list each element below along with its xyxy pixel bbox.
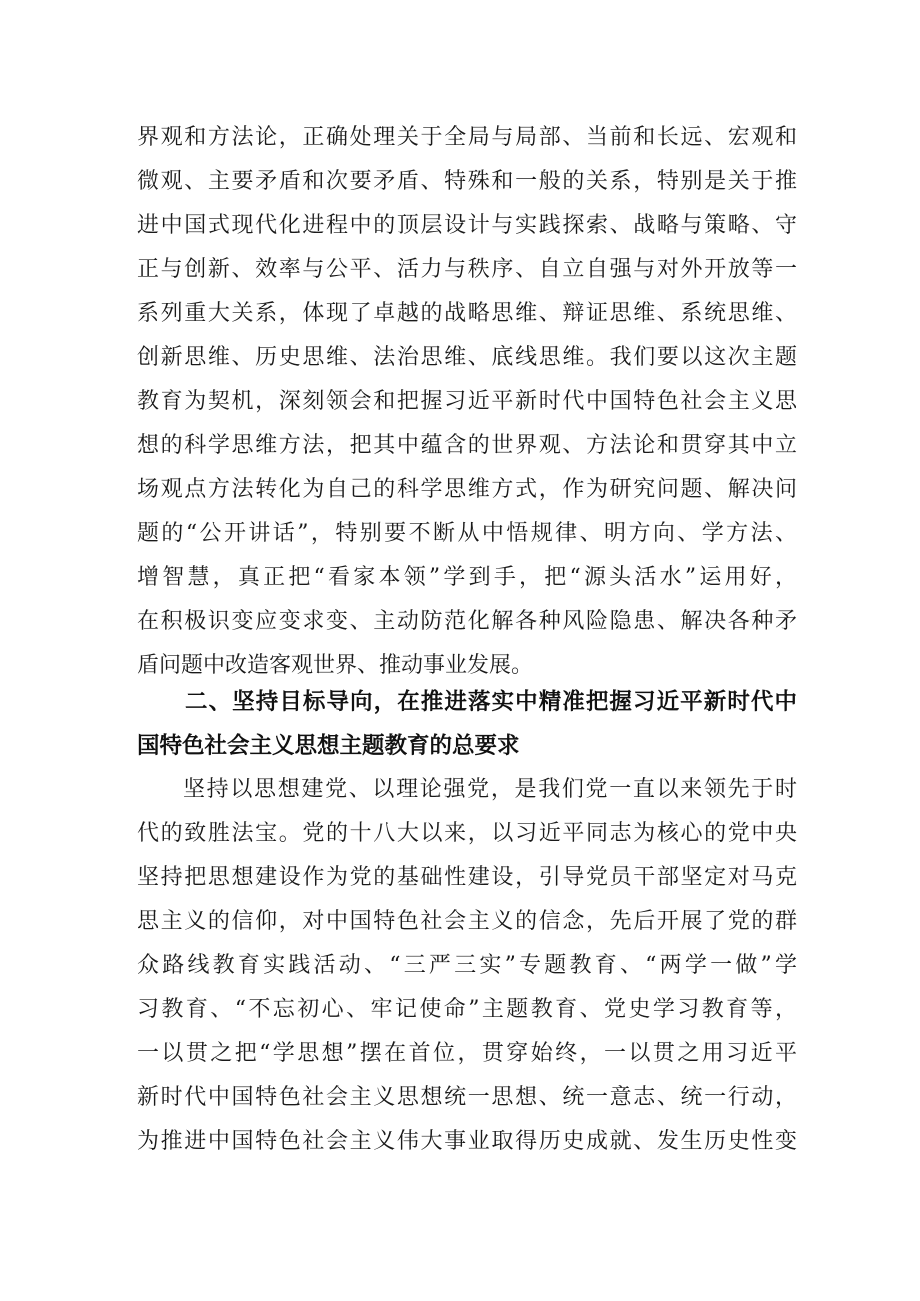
paragraph-line: 在积极识变应变求变、主动防范化解各种风险隐患、解决各种矛 — [137, 609, 797, 634]
section-heading — [137, 680, 797, 768]
paragraph-line: 题的“公开讲话”，特别要不断从中悟规律、明方向、学方法、 — [137, 521, 797, 546]
paragraph-2 — [137, 768, 797, 1164]
paragraph-line: 坚持把思想建设作为党的基础性建设，引导党员干部坚定对马克 — [137, 865, 797, 890]
paragraph-line: 界观和方法论，正确处理关于全局与局部、当前和长远、宏观和 — [137, 125, 797, 150]
paragraph-line: 场观点方法转化为自己的科学思维方式，作为研究问题、解决问 — [137, 477, 797, 502]
paragraph-line: 新时代中国特色社会主义思想统一思想、统一意志、统一行动， — [137, 1085, 797, 1110]
paragraph-line: 一以贯之把“学思想”摆在首位，贯穿始终，一以贯之用习近平 — [137, 1041, 797, 1066]
paragraph-line: 为推进中国特色社会主义伟大事业取得历史成就、发生历史性变 — [137, 1129, 797, 1154]
paragraph-line: 习教育、“不忘初心、牢记使命”主题教育、党史学习教育等， — [137, 997, 797, 1022]
paragraph-line: 教育为契机，深刻领会和把握习近平新时代中国特色社会主义思 — [137, 389, 797, 414]
paragraph-line: 盾问题中改造客观世界、推动事业发展。 — [137, 653, 534, 678]
paragraph-line: 增智慧，真正把“看家本领”学到手，把“源头活水”运用好， — [137, 565, 797, 590]
paragraph-line: 思主义的信仰，对中国特色社会主义的信念，先后开展了党的群 — [137, 909, 797, 934]
paragraph-line: 代的致胜法宝。党的十八大以来，以习近平同志为核心的党中央 — [137, 821, 797, 846]
paragraph-line: 想的科学思维方法，把其中蕴含的世界观、方法论和贯穿其中立 — [137, 433, 797, 458]
paragraph-line: 众路线教育实践活动、“三严三实”专题教育、“两学一做”学 — [137, 953, 797, 978]
heading-line: 二、坚持目标导向，在推进落实中精准把握习近平新时代中 — [185, 689, 797, 715]
paragraph-line: 进中国式现代化进程中的顶层设计与实践探索、战略与策略、守 — [137, 213, 797, 238]
paragraph-line: 创新思维、历史思维、法治思维、底线思维。我们要以这次主题 — [137, 345, 797, 370]
paragraph-line: 微观、主要矛盾和次要矛盾、特殊和一般的关系，特别是关于推 — [137, 169, 797, 194]
paragraph-line: 正与创新、效率与公平、活力与秩序、自立自强与对外开放等一 — [137, 257, 797, 282]
heading-line: 国特色社会主义思想主题教育的总要求 — [137, 733, 520, 759]
paragraph-line: 系列重大关系，体现了卓越的战略思维、辩证思维、系统思维、 — [137, 301, 797, 326]
paragraph-1 — [137, 116, 797, 688]
paragraph-line: 坚持以思想建党、以理论强党，是我们党一直以来领先于时 — [183, 777, 797, 802]
